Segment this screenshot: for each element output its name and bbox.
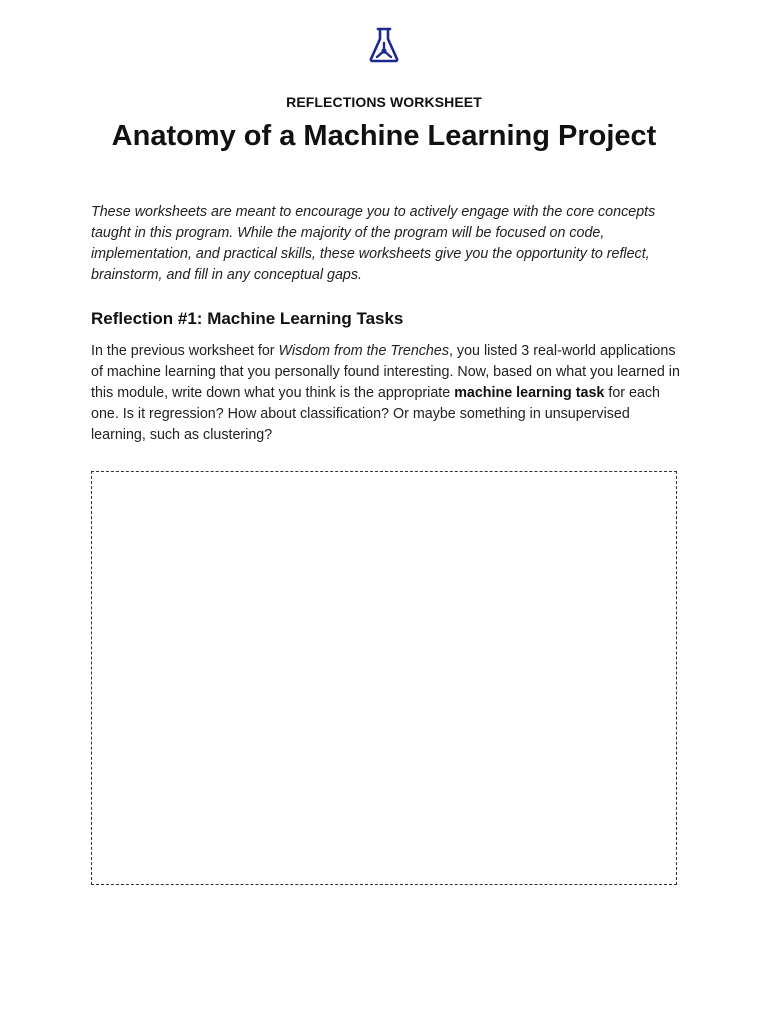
worksheet-eyebrow: REFLECTIONS WORKSHEET	[286, 94, 482, 110]
prompt-bold-term: machine learning task	[454, 385, 605, 401]
prompt-text: In the previous worksheet for	[91, 343, 279, 359]
page-title: Anatomy of a Machine Learning Project	[111, 120, 657, 152]
intro-paragraph: These worksheets are meant to encourage you to actively engage with the core concepts taught in this program. While the majority of the program will be focused on code, implementation, and practical skills, these worksheets give you the opportunity to reflect, brainstorm, and fill in any conceptual gaps.	[91, 204, 656, 283]
reflection-prompt	[91, 341, 681, 446]
reflection-heading: Reflection #1: Machine Learning Tasks	[91, 309, 404, 328]
prompt-text: for each one. Is it regression? How about classification? Or maybe something in unsupervised learning, such as clustering?	[91, 385, 661, 443]
prompt-italic-title: Wisdom from the Trenches	[278, 343, 449, 359]
prompt-text: , you listed 3 real-world applications of machine learning that you personally found interesting. Now, based on what you learned in this module, write down what you think is the appropriate	[91, 343, 680, 401]
flask-icon	[366, 26, 402, 64]
answer-box[interactable]	[91, 471, 677, 885]
